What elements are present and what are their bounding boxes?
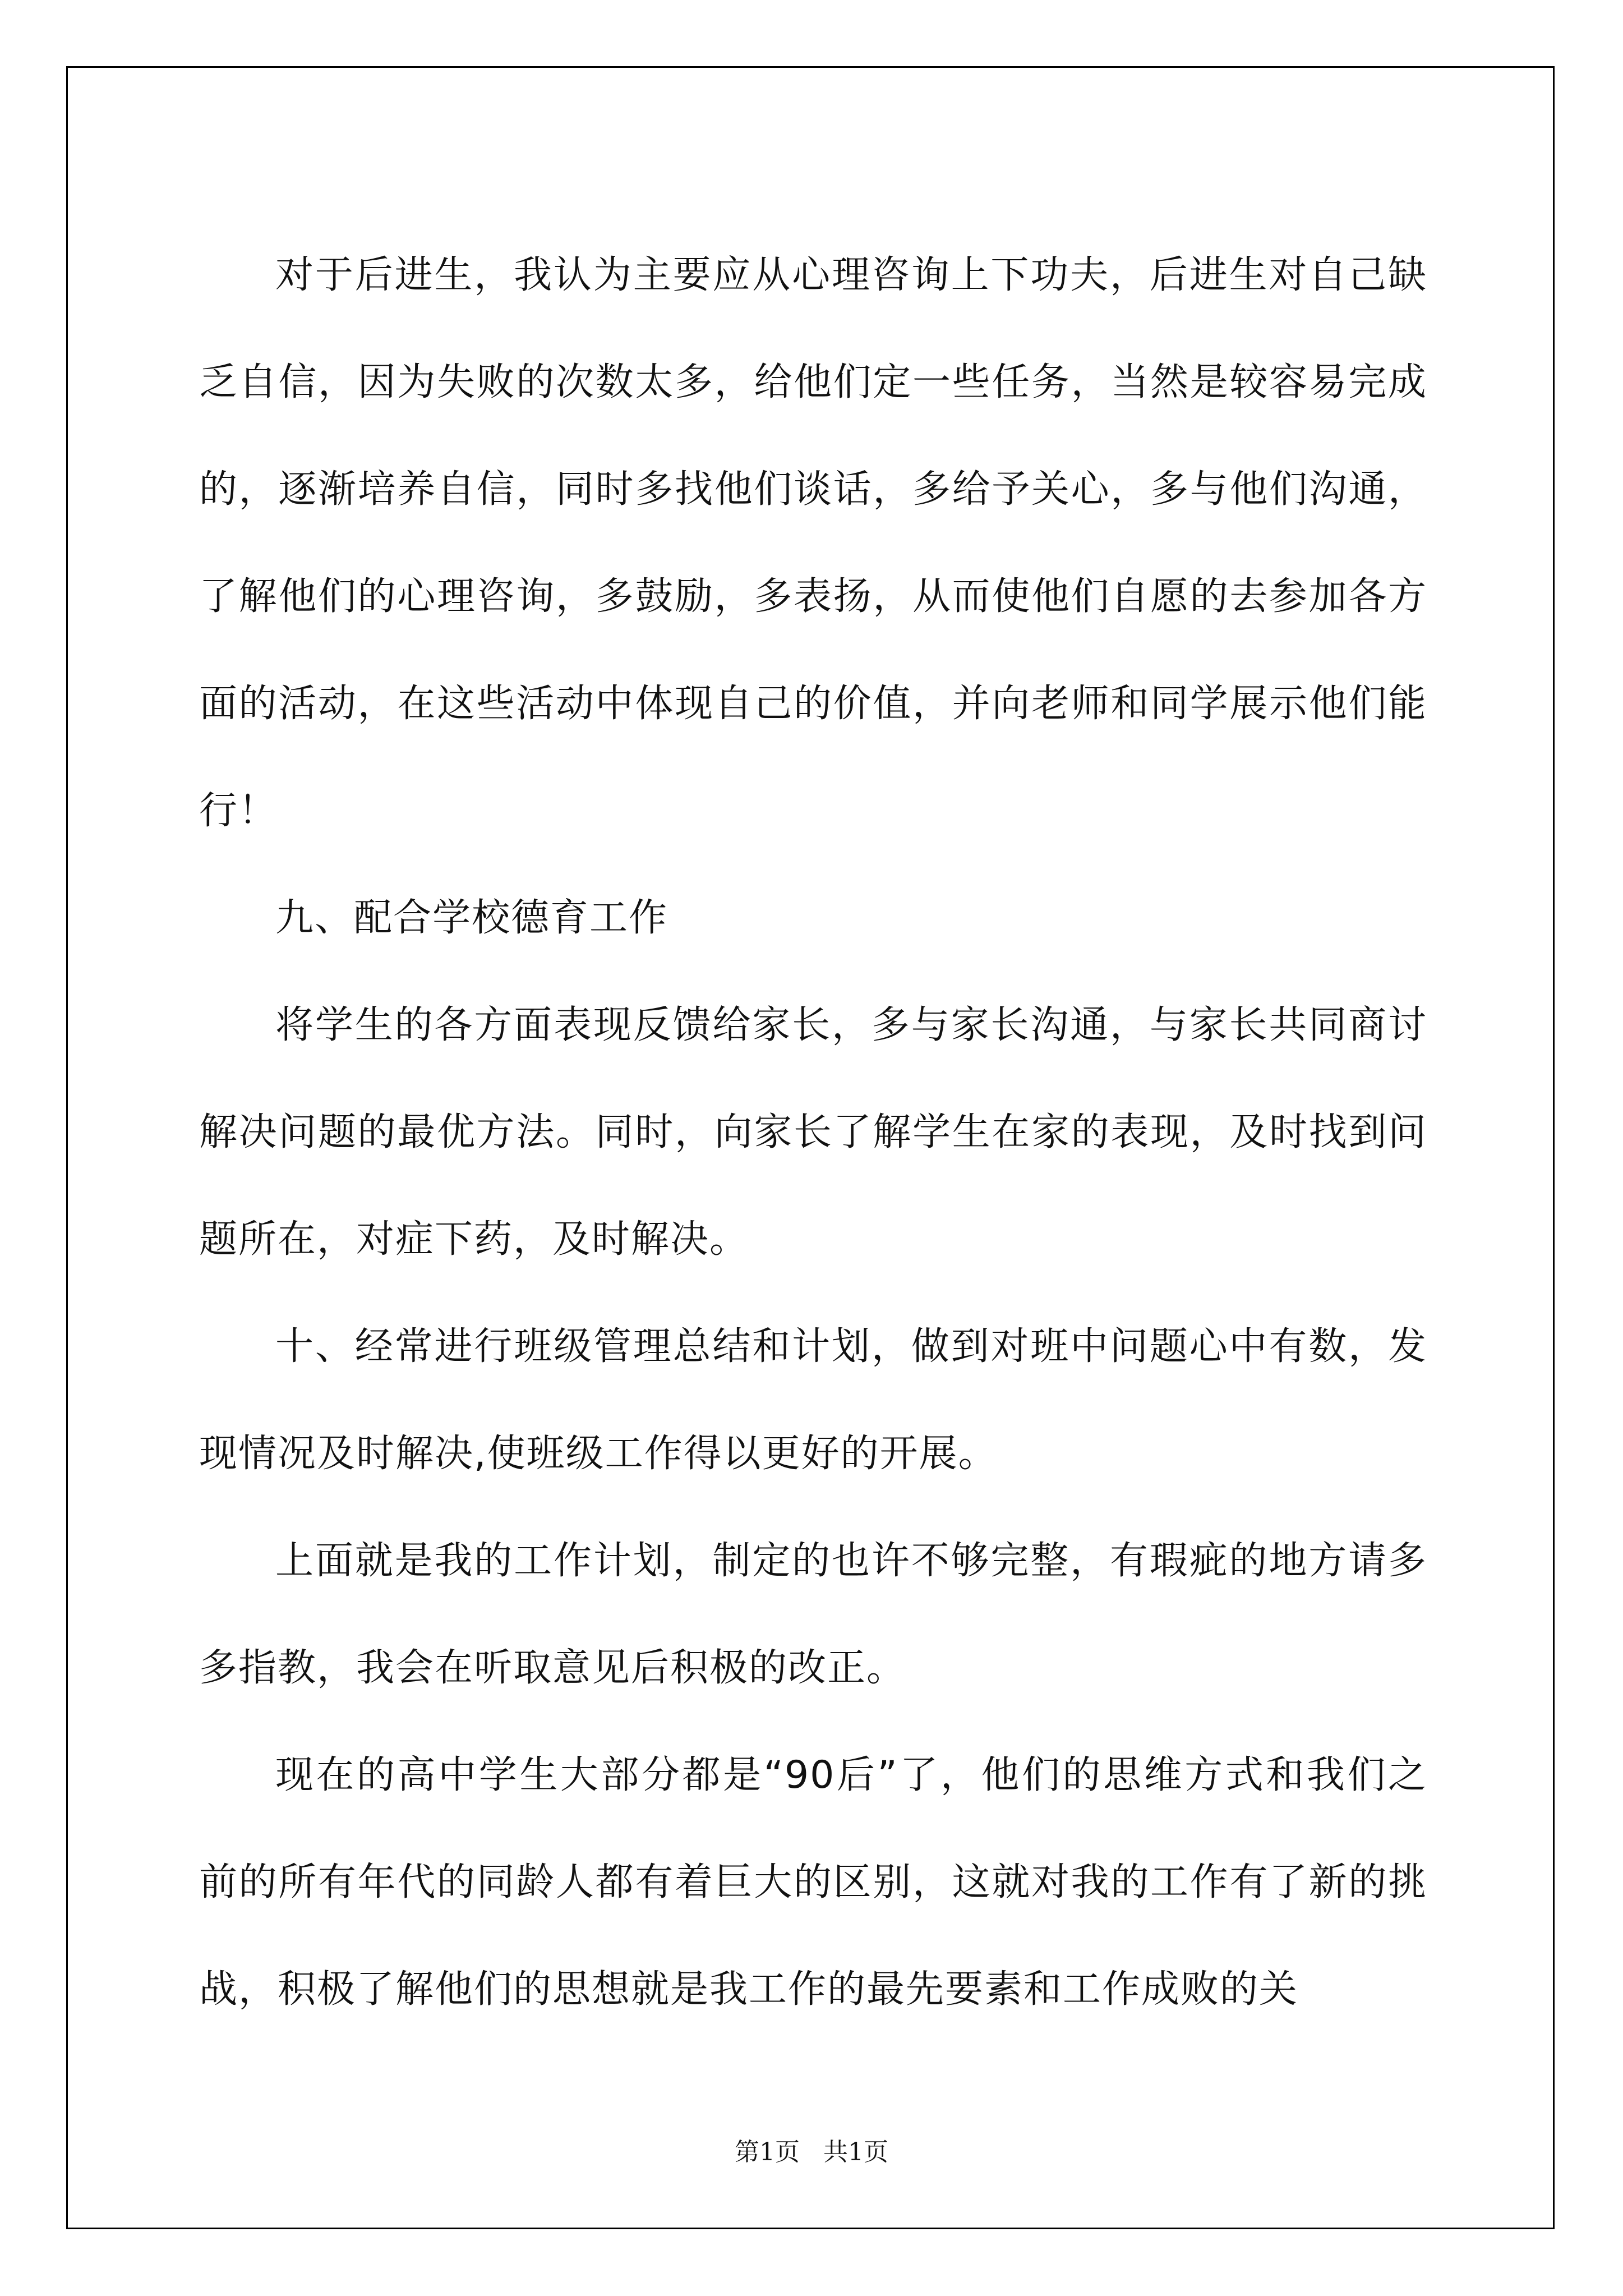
paragraph-post-90s: 现在的高中学生大部分都是“90后”了，他们的思维方式和我们之前的所有年代的同龄人都有着巨大的区别，这就对我的工作有了新的挑战，积极了解他们的思想就是我工作的最先要素和工作成败的关	[199, 1753, 1427, 2012]
paragraph-underachievers: 对于后进生，我认为主要应从心理咨询上下功夫，后进生对自己缺乏自信，因为失败的次数太多，给他们定一些任务，当然是较容易完成的，逐渐培养自信，同时多找他们谈话，多给予关心，多与他们沟通，了解他们的心理咨询，多鼓励，多表扬，从而使他们自愿的去参加各方面的活动，在这些活动中体现自己的价值，并向老师和同学展示他们能行！	[199, 253, 1427, 833]
section-heading-ten: 十、经常进行班级管理总结和计划，做到对班中问题心中有数，发现情况及时解决,使班级工作得以更好的开展。	[199, 1324, 1427, 1476]
paragraph-closing: 上面就是我的工作计划，制定的也许不够完整，有瑕疵的地方请多多指教，我会在听取意见后积极的改正。	[199, 1539, 1427, 1690]
document-body	[199, 222, 1427, 2043]
section-heading-nine: 九、配合学校德育工作	[275, 896, 668, 940]
page-number-footer: 第1页 共1页	[735, 2138, 888, 2166]
paragraph-parent-communication: 将学生的各方面表现反馈给家长，多与家长沟通，与家长共同商讨解决问题的最优方法。同时，向家长了解学生在家的表现，及时找到问题所在，对症下药，及时解决。	[199, 1003, 1427, 1262]
